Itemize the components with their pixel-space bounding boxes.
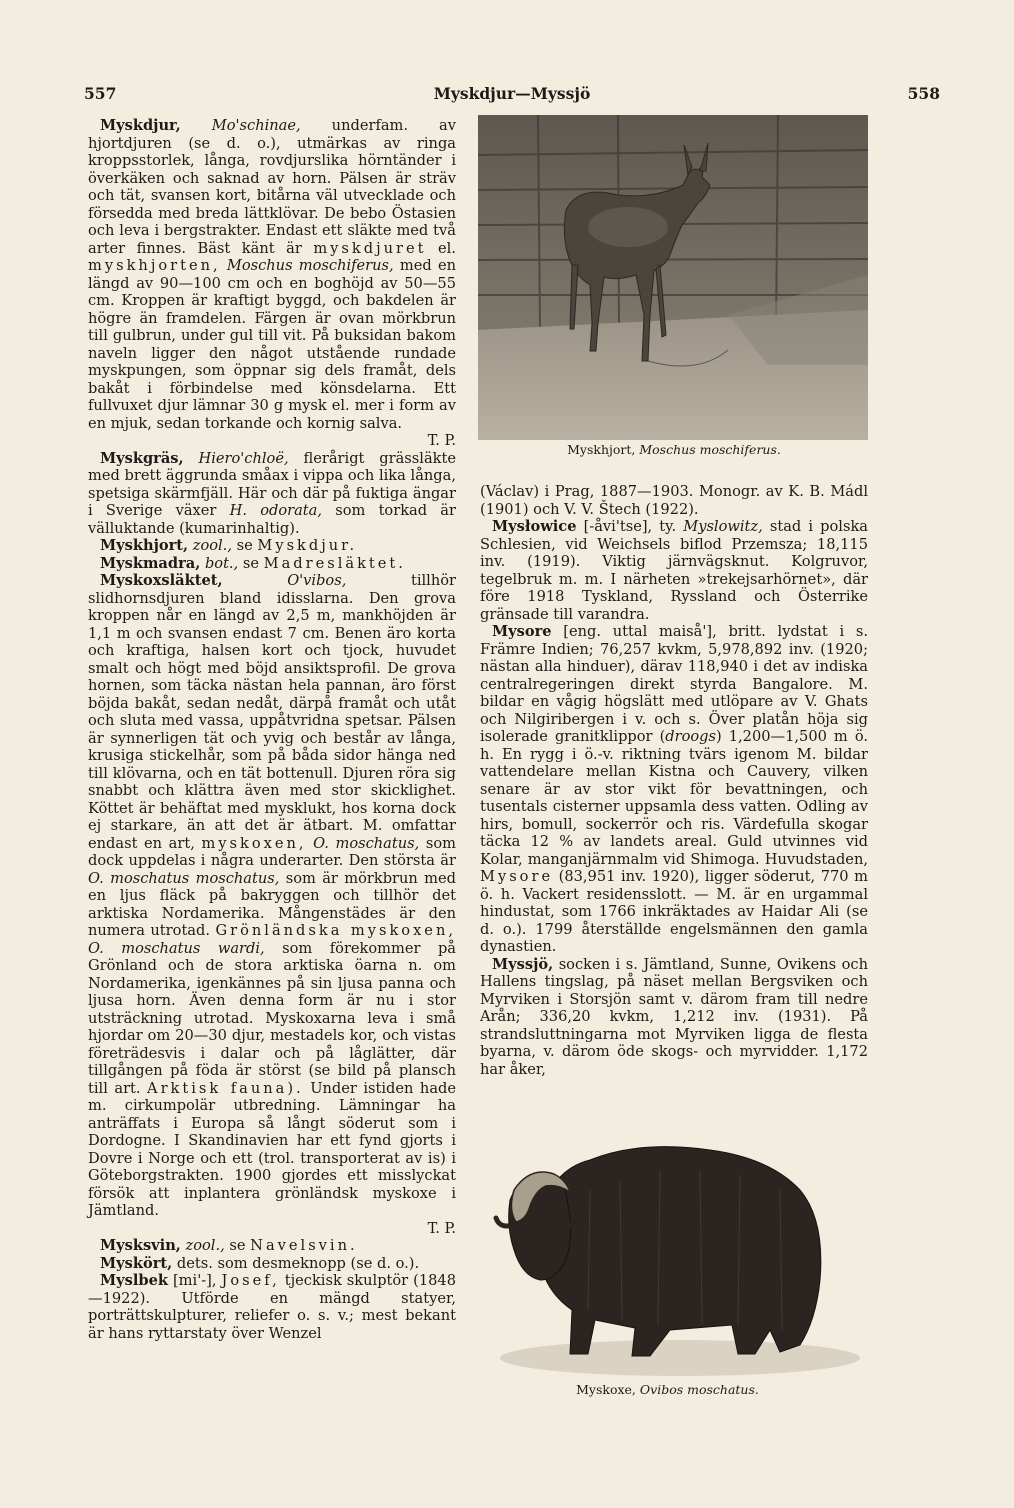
musk-ox-drawing <box>470 1130 860 1380</box>
latin-name: Moschus moschiferus, <box>226 257 394 274</box>
headword: Myskört, <box>100 1254 173 1272</box>
headword: Myskdjur, <box>100 117 181 134</box>
headword: Mysksvin, <box>100 1237 181 1254</box>
caption-deer-species: Moschus moschiferus. <box>639 442 781 457</box>
continued-text: (Václav) i Prag, 1887—1903. Monogr. av K. B. Mádl (1901) och V. V. Štech (1922). <box>480 483 868 518</box>
entry-text: tillhör slidhornsdjuren bland idisslarna. Den grova kroppen når en längd av 2,5 m, mankhöjden är 1,1 m och svansen endast 7 cm. Benen äro korta och kraftiga, halsen kort och tjock, huvudet smalt och högt med böjd ansiktsprofil. De grova hornen, som täcka nästan hela pannan, äro först böjda bakåt, sedan nedåt, därpå framåt och utåt och sluta med vassa, uppåtvridna spetsar. Pälsen är synnerligen tät och yvig och består av långa, krusiga stickelhår, som på båda sidor hänga ned till klövarna, och en tät bottenull. Djuren röra sig snabbt och klättra även med stor skicklighet. Köttet är behäftat med mysklukt, hos korna dock ej starkare, än att det är ätbart. M. omfattar endast en art, <box>88 572 457 852</box>
page-number-right: 558 <box>907 84 940 103</box>
spaced-term: Mysore <box>480 868 554 885</box>
entry-myskmadra <box>88 555 456 573</box>
left-column <box>88 117 456 1342</box>
entry-text: se <box>231 537 258 554</box>
figure-musk-ox <box>470 1130 865 1400</box>
entry-text: med en längd av 90—100 cm och en boghöjd av 50—55 cm. Kroppen är kraftigt byggd, och bakdelen är högre än framdelen. Färgen är ovan mörkbrun till gulbrun, under gul till vit. På buksidan bakom naveln ligger den något utstående rundade myskpungen, som öppnar sig dels framåt, dels bakåt i förbindelse med könsdelarna. Ett fullvuxet djur lämnar 30 g mysk el. mer i form av en mjuk, sedan torkande och kornig salva. <box>88 257 457 432</box>
musk-ox-illustration <box>470 1130 860 1380</box>
abbreviation: bot., <box>204 554 239 572</box>
headword: Myssjö, <box>492 955 554 973</box>
figure-caption-muskox <box>470 1382 865 1397</box>
headword: Mysore <box>492 623 552 640</box>
entry-text: som är mörkbrun med en ljus fläck på bakryggen och tillhör det arktiska Nordamerika. Mångenstädes är den numera utrotad. <box>88 869 456 939</box>
latin-name: O. moschatus moschatus, <box>88 869 280 887</box>
entry-text: flerårigt grässläkte med brett äggrunda småax i vippa och lika långa, spetsiga skärmfjäll. Här och där på fuktiga ängar i Sverige växer <box>88 449 456 519</box>
headword: Mysłowice <box>492 518 577 535</box>
entry-text: som dock uppdelas i några underarter. Den största är <box>88 834 456 869</box>
entry-myskort <box>88 1255 456 1273</box>
entry-text: som förekommer på Grönland och de stora arktiska öarna n. om Nordamerika, igenkännes på sin ljusa panna och ljusa horn. Även denna form är nu i stor utsträckning utrotad. Myskoxarna leva i små hjordar om 20—30 djur, mestadels kor, och vistas företrädesvis i dalar och på låglätter, där tillgången på föda är störst (se bild på plansch till art. <box>88 939 456 1097</box>
entry-text: se <box>224 1237 251 1254</box>
latin-name: droogs <box>665 728 716 745</box>
spaced-term: myskdjuret <box>313 239 427 257</box>
author-signature: T. P. <box>427 1219 456 1237</box>
entry-text: ) 1,200—1,500 m ö. h. En rygg i ö.-v. riktning tvärs igenom M. bildar vattendelare mellan Kistna och Cauvery, vilken senare är av stor vikt för bevattningen, och tusentals cisterner uppsamla dess vatten. Odling av hirs, bomull, sockerrör och ris. Värdefulla skogar täcka 12 % av landets areal. Guld utvinnes vid Kolar, manganjärnmalm vid Shimoga. Huvudstaden, <box>480 728 868 868</box>
caption-deer-prefix: Myskhjort, <box>567 442 640 457</box>
author-signature: T. P. <box>427 432 456 449</box>
caption-muskox-prefix: Myskoxe, <box>576 1382 640 1397</box>
cross-reference: Myskdjur. <box>257 537 358 554</box>
entry-text: socken i s. Jämtland, Sunne, Ovikens och Hallens tingslag, på näset mellan Bergsviken och Myrviken i Storsjön samt v. därom fram till nedre Arån; 336,20 kvkm, 1,212 inv. (1931). På strandsluttningarna mot Myrviken ligga de flesta byarna, v. därom öde skogs- och myrvidder. 1,172 har åker, <box>480 955 868 1078</box>
headword: Myskhjort, <box>100 537 189 554</box>
entry-text: el. <box>426 239 456 257</box>
headword: Myskoxsläktet, <box>100 572 223 589</box>
musk-deer-photo <box>478 115 868 440</box>
entry-myskdjur <box>88 117 456 450</box>
entry-text: Under istiden hade m. cirkumpolär utbredning. Lämningar ha anträffats i Europa så långt söderut som i Dordogne. I Skandinavien har ett fynd gjorts i Dovre i Norge och ett (trol. transporterat av is) i Göteborgstrakten. 1900 gjordes ett misslyckat försök att inplantera grönländsk myskoxe i Jämtland. <box>88 1079 456 1219</box>
entry-myskhjort <box>88 537 456 555</box>
entry-text: [eng. uttal maiså'], britt. lydstat i s. Främre Indien; 76,257 kvkm, 5,978,892 inv. (1920; nästan alla hinduer), därav 118,940 i det av indiska centralregeringen direkt styrda Bangalore. M. bildar en vågig högslätt med utlöpare av V. Ghats och Nilgiribergen i v. och s. Över platån höja sig isolerade granitklippor ( <box>480 623 868 745</box>
page-number-left: 557 <box>84 84 117 103</box>
entry-text: (83,951 inv. 1920), ligger söderut, 770 m ö. h. Vackert residensslott. — M. är en urgammal hindustat, som 1766 inkräktades av Haidar Ali (se d. o.). 1799 återställde engelsmännen den gamla dynastien. <box>480 868 868 955</box>
spaced-term: Josef, <box>221 1272 280 1289</box>
latin-name: Myslowitz, <box>683 518 763 535</box>
figure-caption-deer <box>478 442 870 457</box>
headword: Myskmadra, <box>100 554 201 572</box>
entry-myskgras <box>88 450 456 538</box>
abbreviation: zool., <box>185 1237 225 1254</box>
entry-text: [mi'-], <box>168 1272 222 1289</box>
latin-name: O. moschatus wardi, <box>88 939 265 957</box>
running-title: Myskdjur—Myssjö <box>433 84 591 103</box>
entry-myslowice <box>480 518 868 623</box>
entry-text: tjeckisk skulptör (1848—1922). Utförde en mängd statyer, porträttskulpturer, reliefer o. s. v.; mest bekant är hans ryttarstaty över Wenzel <box>88 1272 456 1342</box>
right-column <box>480 483 868 1078</box>
entry-mysore <box>480 623 868 956</box>
cross-reference: Navelsvin. <box>250 1237 358 1254</box>
cross-reference: Madresläktet. <box>263 554 406 572</box>
entry-text: se <box>238 554 264 572</box>
headword: Myskgräs, <box>100 449 184 467</box>
spaced-term: Grönländska myskoxen, <box>215 922 456 939</box>
spaced-term: myskhjorten, <box>88 257 221 274</box>
entry-text: som torkad är välluktande (kumarinhaltig). <box>88 502 456 537</box>
latin-name: H. odorata, <box>229 502 323 519</box>
latin-name: Mo'schinae, <box>211 117 301 134</box>
entry-text: dets. som desmeknopp (se d. o.). <box>172 1254 420 1272</box>
entry-text: [-åvi'tse], ty. <box>576 518 684 535</box>
page-header <box>84 84 940 108</box>
entry-myslbek <box>88 1272 456 1342</box>
abbreviation: zool., <box>192 537 232 554</box>
entry-myssjo <box>480 956 868 1079</box>
entry-text: stad i polska Schlesien, vid Weichsels biflod Przemsza; 18,115 inv. (1919). Viktig järnvägsknut. Kolgruvor, tegelbruk m. m. I närheten »trekejsarhörnet», där före 1918 Tyskland, Ryssland och Österrike gränsade till varandra. <box>480 518 868 623</box>
entry-myskoxslaktet <box>88 572 456 1237</box>
figure-musk-deer <box>478 115 870 455</box>
caption-muskox-species: Ovibos moschatus. <box>639 1382 759 1397</box>
latin-name: O'vibos, <box>287 572 347 589</box>
entry-mysksvin <box>88 1237 456 1255</box>
spaced-term: myskoxen, <box>201 834 307 852</box>
cross-reference: Arktisk fauna). <box>147 1079 304 1097</box>
entry-text: underfam. av hjortdjuren (se d. o.), utmärkas av ringa kroppsstorlek, långa, rovdjurslika hörntänder i överkäken och saknad av horn. Pälsen är sträv och tät, svansen kort, bitårna väl utvecklade och försedda med breda lättklövar. De bebo Östasien och leva i bergstrakter. Endast ett släkte med två arter finnes. Bäst känt är <box>88 117 456 257</box>
latin-name: O. moschatus, <box>313 834 420 852</box>
latin-name: Hiero'chloë, <box>198 449 289 467</box>
headword: Myslbek <box>100 1272 168 1289</box>
musk-deer-illustration <box>478 115 868 440</box>
